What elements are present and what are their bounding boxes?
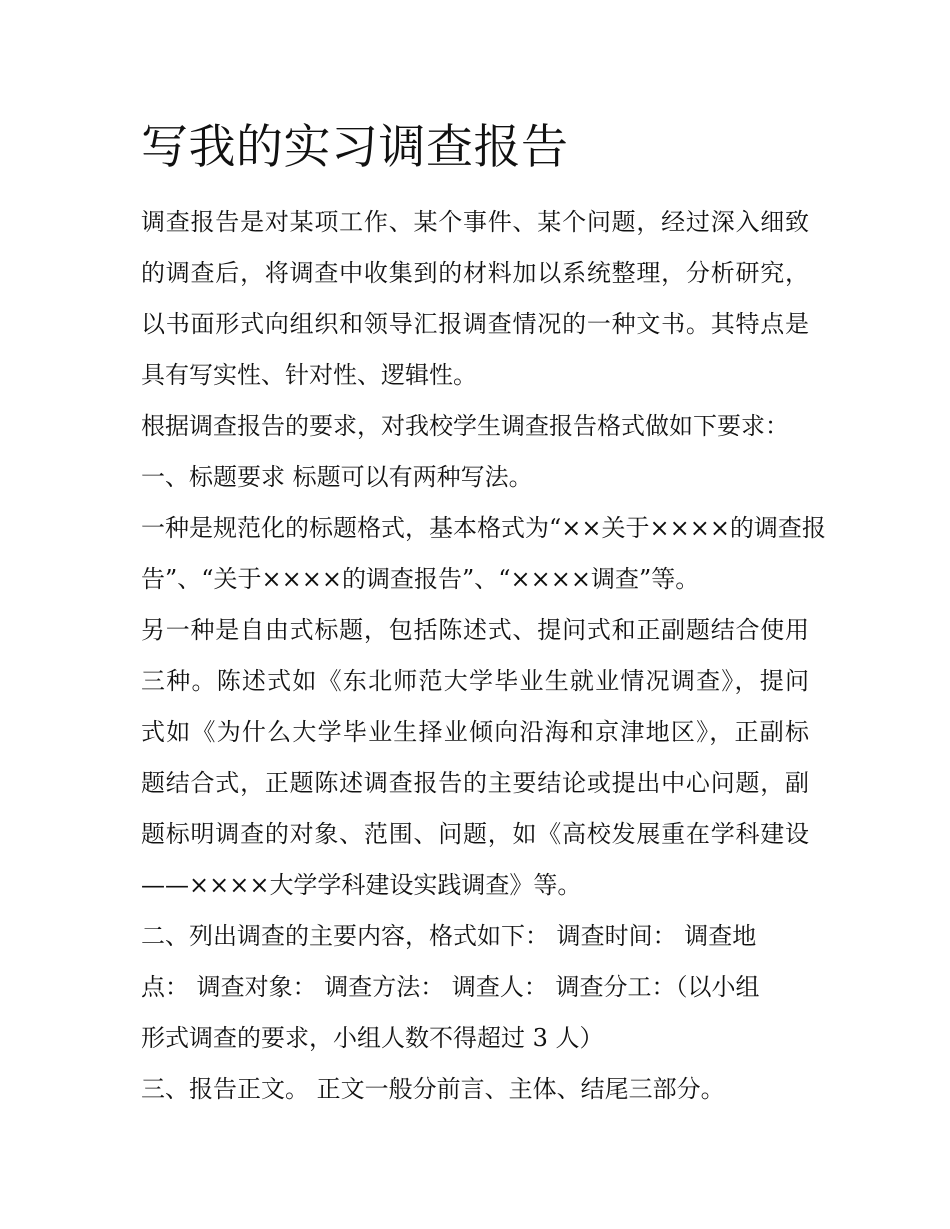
text-line: 的调查后，将调查中收集到的材料加以系统整理，分析研究， [141, 259, 809, 287]
text-line: ——××××大学学科建设实践调查》等。 [141, 871, 582, 899]
document-body [141, 197, 826, 1115]
text-line: 题标明调查的对象、范围、问题，如《高校发展重在学科建设 [141, 820, 809, 848]
paragraph-standard-title [141, 503, 826, 605]
paragraph-section-2 [141, 911, 821, 1064]
text-line: 一种是规范化的标题格式，基本格式为“××关于××××的调查报 [141, 514, 826, 542]
text-line: 二、列出调查的主要内容，格式如下： 调查时间： 调查地 [141, 922, 757, 950]
paragraph-free-title [141, 605, 821, 911]
text-line: 以书面形式向组织和领导汇报调查情况的一种文书。其特点是 [141, 310, 809, 338]
text-line: 点： 调查对象： 调查方法： 调查人： 调查分工：（以小组 [141, 973, 760, 1001]
text-line: 式如《为什么大学毕业生择业倾向沿海和京津地区》，正副标 [141, 718, 809, 746]
text-line: 根据调查报告的要求，对我校学生调查报告格式做如下要求： [141, 412, 789, 440]
paragraph-intro [141, 197, 821, 401]
paragraph-section-3 [141, 1064, 821, 1115]
text-line: 调查报告是对某项工作、某个事件、某个问题，经过深入细致 [141, 208, 809, 236]
text-line: 另一种是自由式标题，包括陈述式、提问式和正副题结合使用 [141, 616, 809, 644]
text-line: 一、标题要求 标题可以有两种写法。 [141, 463, 533, 491]
paragraph-requirements [141, 401, 821, 452]
text-line: 题结合式，正题陈述调查报告的主要结论或提出中心问题，副 [141, 769, 809, 797]
paragraph-section-1 [141, 452, 821, 503]
text-line: 形式调查的要求，小组人数不得超过 3 人） [141, 1024, 604, 1052]
document-title: 写我的实习调查报告 [141, 120, 569, 175]
text-line: 告”、“关于××××的调查报告”、“××××调查”等。 [141, 565, 700, 593]
text-line: 具有写实性、针对性、逻辑性。 [141, 361, 477, 389]
text-line: 三种。陈述式如《东北师范大学毕业生就业情况调查》，提问 [141, 667, 809, 695]
text-line: 三、报告正文。 正文一般分前言、主体、结尾三部分。 [141, 1075, 725, 1103]
